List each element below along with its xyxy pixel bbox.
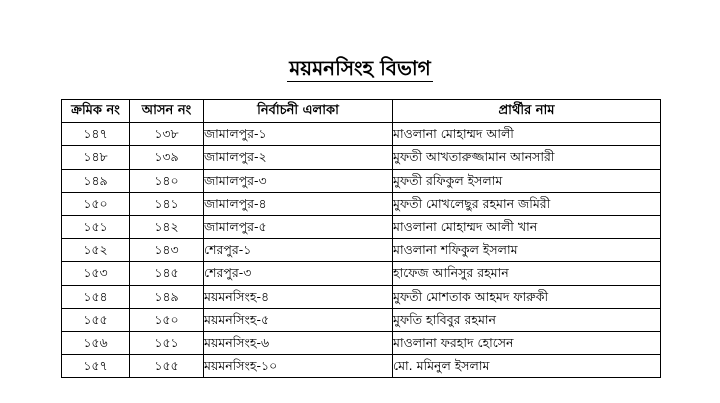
cell-area: ময়মনসিংহ-৬ [204,331,393,354]
cell-seat: ১৪৫ [130,262,204,285]
cell-candidate: হাফেজ আনিসুর রহমান [393,262,661,285]
cell-candidate: মাওলানা শফিকুল ইসলাম [393,239,661,262]
cell-area: ময়মনসিংহ-৪ [204,285,393,308]
cell-candidate: মো. মমিনুল ইসলাম [393,355,661,378]
table-row [62,308,661,331]
cell-candidate: মাওলানা ফরহাদ হোসেন [393,331,661,354]
cell-seat: ১৪৯ [130,285,204,308]
cell-area: শেরপুর-৩ [204,262,393,285]
table-row [62,331,661,354]
table-header-row [62,100,661,123]
table-row [62,123,661,146]
cell-seat: ১৫১ [130,331,204,354]
cell-seat: ১৪০ [130,169,204,192]
cell-serial: ১৪৯ [62,169,130,192]
cell-candidate: মাওলানা মোহাম্মদ আলী খান [393,215,661,238]
cell-serial: ১৫৬ [62,331,130,354]
cell-serial: ১৫২ [62,239,130,262]
header-seat: আসন নং [130,100,204,123]
cell-serial: ১৫৭ [62,355,130,378]
cell-serial: ১৫৫ [62,308,130,331]
cell-candidate: মাওলানা মোহাম্মদ আলী [393,123,661,146]
cell-serial: ১৫০ [62,192,130,215]
cell-serial: ১৫৪ [62,285,130,308]
cell-candidate: মুফতি হাবিবুর রহমান [393,308,661,331]
cell-candidate: মুফতী রফিকুল ইসলাম [393,169,661,192]
cell-candidate: মুফতী মোশতাক আহমদ ফারুকী [393,285,661,308]
cell-candidate: মুফতী মোখলেছুর রহমান জমিরী [393,192,661,215]
cell-serial: ১৫১ [62,215,130,238]
table-row [62,239,661,262]
header-serial: ক্রমিক নং [62,100,130,123]
cell-area: জামালপুর-৪ [204,192,393,215]
cell-seat: ১৪৩ [130,239,204,262]
cell-area: শেরপুর-১ [204,239,393,262]
cell-seat: ১৩৯ [130,146,204,169]
table-row [62,285,661,308]
cell-seat: ১৪২ [130,215,204,238]
table-row [62,146,661,169]
division-title: ময়মনসিংহ বিভাগ [289,56,431,80]
cell-seat: ১৫৫ [130,355,204,378]
cell-area: ময়মনসিংহ-১০ [204,355,393,378]
table-row [62,169,661,192]
cell-serial: ১৪৭ [62,123,130,146]
cell-candidate: মুফতী আখতারুজ্জামান আনসারী [393,146,661,169]
table-row [62,262,661,285]
cell-serial: ১৪৮ [62,146,130,169]
cell-area: জামালপুর-২ [204,146,393,169]
header-area: নির্বাচনী এলাকা [204,100,393,123]
cell-serial: ১৫৩ [62,262,130,285]
header-candidate: প্রার্থীর নাম [393,100,661,123]
cell-area: ময়মনসিংহ-৫ [204,308,393,331]
cell-area: জামালপুর-৫ [204,215,393,238]
cell-area: জামালপুর-৩ [204,169,393,192]
table-row [62,215,661,238]
candidate-table [61,99,661,378]
page-title [0,54,720,82]
cell-area: জামালপুর-১ [204,123,393,146]
table-row [62,355,661,378]
cell-seat: ১৩৮ [130,123,204,146]
table-row [62,192,661,215]
cell-seat: ১৫০ [130,308,204,331]
cell-seat: ১৪১ [130,192,204,215]
